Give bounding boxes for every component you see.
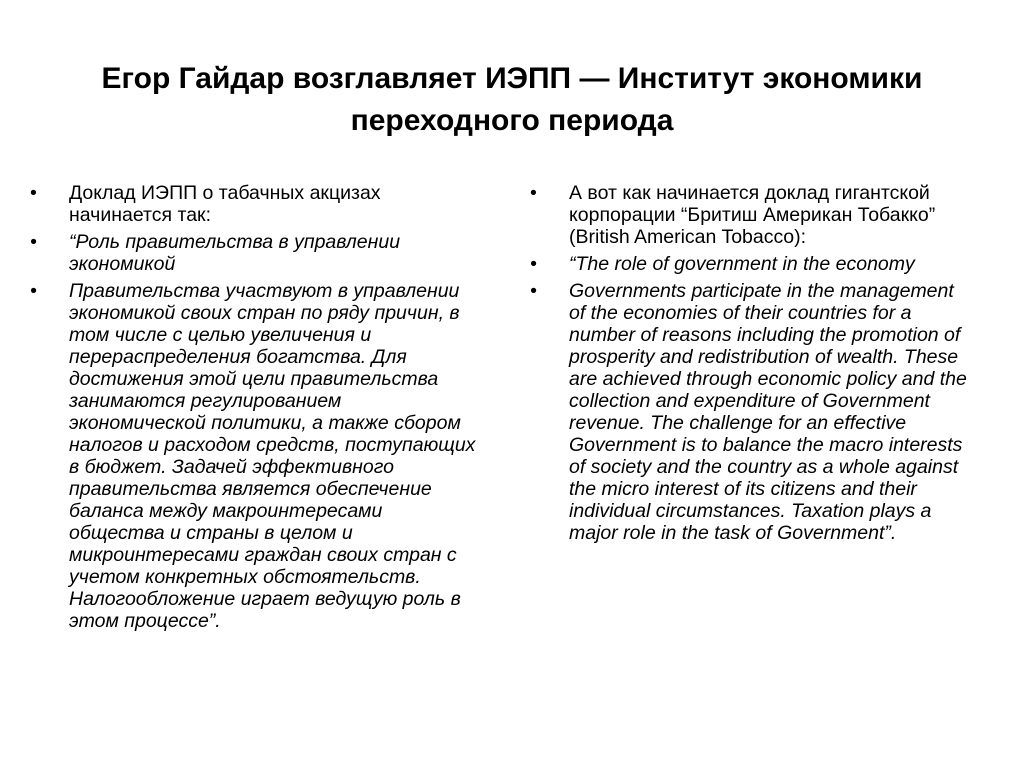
right-bullet-quote-body: • Governments participate in the management of the economies of their countries for a number of reasons including the promotion of prosperity and redistribution of wealth. These are achieved through economic policy and the collection and expenditure of Government revenue. The challenge for an effective Government is to balance the macro interests of society and the country as a whole against the micro interest of its citizens and their individual circumstances. Taxation plays a major role in the task of Government”.	[530, 280, 970, 544]
right-bullet-intro: • А вот как начинается доклад гигантской корпорации “Бритиш Американ Тобакко” (British American Tobacco):	[530, 182, 970, 248]
left-bullet-intro: • Доклад ИЭПП о табачных акцизах начинается так:	[30, 182, 480, 226]
slide-title: Егор Гайдар возглавляет ИЭПП — Институт экономики переходного периода	[101, 62, 923, 137]
left-bullet-quote-heading: • “Роль правительства в управлении экономикой	[30, 231, 480, 275]
left-bullet-quote-body: • Правительства участвуют в управлении экономикой своих стран по ряду причин, в том числе с целью увеличения и перераспределения богатства. Для достижения этой цели правительства занимаются регулированием экономической политики, а также сбором налогов и расходом средств, поступающих в бюджет. Задачей эффективного правительства является обеспечение баланса между макроинтересами общества и страны в целом и микроинтересами граждан своих стран с учетом конкретных обстоятельств. Налогообложение играет ведущую роль в этом процессе”.	[30, 280, 480, 632]
right-bullet-quote-heading: • “The role of government in the economy	[530, 253, 970, 275]
right-column-list	[530, 182, 970, 549]
left-column-list	[30, 182, 480, 637]
